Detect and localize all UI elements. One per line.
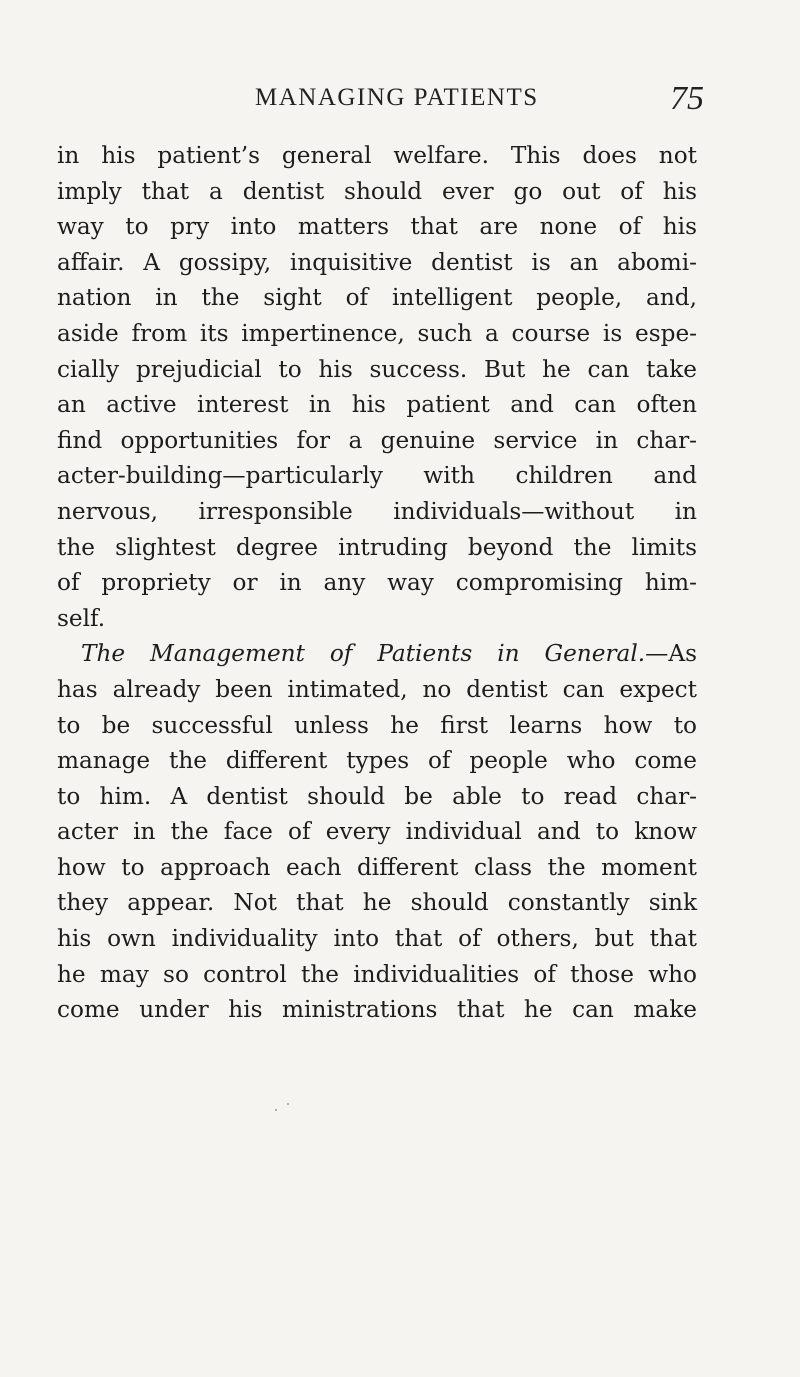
text-line: manage the different types of people who come bbox=[57, 747, 697, 775]
text-line: nation in the sight of intelligent people, and, bbox=[57, 284, 697, 312]
text-line: he may so control the individualities of those who bbox=[57, 960, 697, 988]
text-line: find opportunities for a genuine service in char- bbox=[57, 426, 697, 454]
section-first-line bbox=[57, 636, 697, 672]
paper-speck bbox=[287, 1103, 289, 1105]
text-line: to him. A dentist should be able to read char- bbox=[57, 782, 697, 810]
body-text bbox=[57, 138, 697, 1028]
text-line: of propriety or in any way compromising him- bbox=[57, 569, 697, 597]
text-line: acter in the face of every individual and to know bbox=[57, 818, 697, 846]
text-line: cially prejudicial to his success. But he can take bbox=[57, 355, 697, 383]
text-line: imply that a dentist should ever go out of his bbox=[57, 177, 697, 205]
section-heading: The Management of Patients in General. bbox=[81, 640, 646, 668]
text-line: has already been intimated, no dentist can expect bbox=[57, 675, 697, 703]
text-line: they appear. Not that he should constantly sink bbox=[57, 889, 697, 917]
text-line: his own individuality into that of others, but that bbox=[57, 925, 697, 953]
text-line: aside from its impertinence, such a course is espe- bbox=[57, 319, 697, 347]
text-line: the slightest degree intruding beyond the limits bbox=[57, 533, 697, 561]
text-line: acter-building—particularly with children and bbox=[57, 462, 697, 490]
text-line: in his patient’s general welfare. This does not bbox=[57, 142, 697, 169]
text-line: way to pry into matters that are none of his bbox=[57, 213, 697, 241]
page-number: 75 bbox=[670, 80, 704, 117]
text-line: come under his ministrations that he can make bbox=[57, 996, 697, 1024]
running-head: MANAGING PATIENTS bbox=[255, 84, 539, 111]
text-line: to be successful unless he first learns how to bbox=[57, 711, 697, 739]
text-line: nervous, irresponsible individuals—without in bbox=[57, 497, 697, 525]
text-line: self. bbox=[57, 604, 106, 632]
section-first-line-text: —As bbox=[645, 640, 697, 668]
text-line: how to approach each different class the moment bbox=[57, 853, 697, 881]
text-line: affair. A gossipy, inquisitive dentist is an abomi- bbox=[57, 248, 697, 276]
text-line: an active interest in his patient and can often bbox=[57, 391, 697, 419]
paper-speck bbox=[275, 1109, 277, 1111]
